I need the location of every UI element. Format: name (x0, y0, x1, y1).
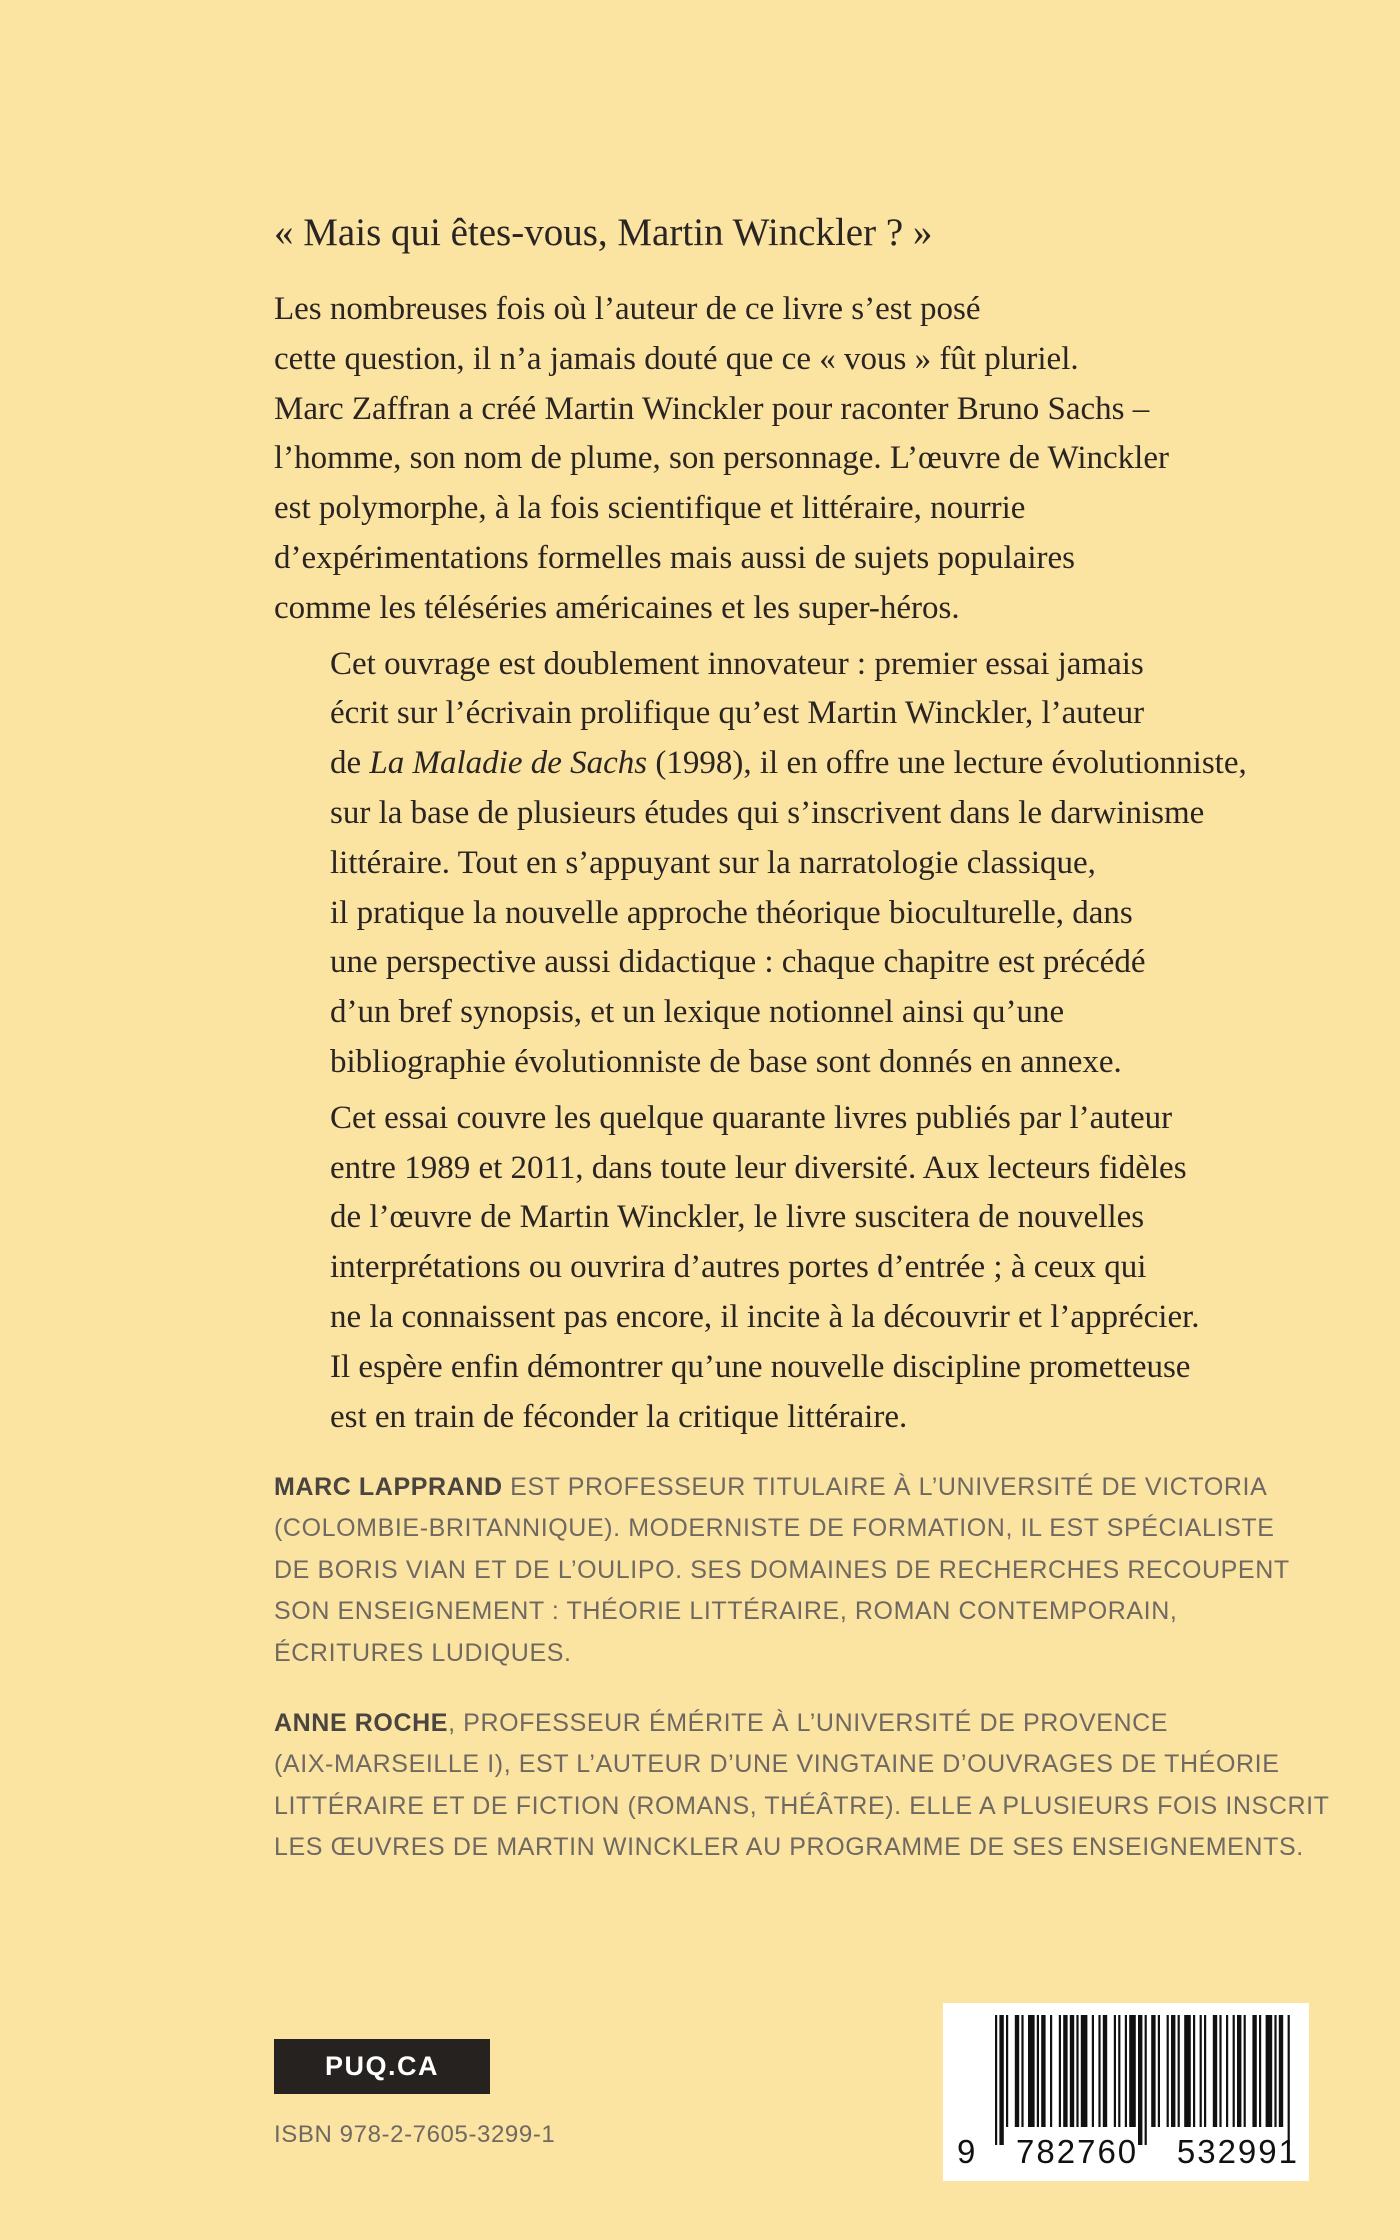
barcode-bar (1006, 2015, 1008, 2127)
barcode-bar (1184, 2015, 1191, 2127)
barcode-bar (1114, 2015, 1116, 2127)
text-line: Cet essai couvre les quelque quarante livres publiés par l’auteur (330, 1099, 1173, 1136)
barcode-bar (1129, 2015, 1136, 2127)
bio-first-line (274, 1703, 1274, 1744)
author-bio-marc-lapprand (274, 1467, 1290, 1674)
cover-title: « Mais qui êtes-vous, Martin Winckler ? » (274, 211, 933, 254)
bio-line: LITTÉRAIRE ET DE FICTION (ROMANS, THÉÂTRE). ELLE A PLUSIEURS FOIS INSCRIT (274, 1791, 1330, 1820)
text-line: il pratique la nouvelle approche théorique bioculturelle, dans (330, 894, 1133, 931)
barcode (943, 2003, 1309, 2181)
barcode-bar (1233, 2015, 1235, 2127)
barcode-bar (1118, 2015, 1120, 2127)
text-line: écrit sur l’écrivain prolifique qu’est Martin Winckler, l’auteur (330, 695, 1145, 732)
barcode-digit-group: 532991 (1176, 2133, 1299, 2170)
text-line: ne la connaissent pas encore, il incite à la découvrir et l’apprécier. (330, 1298, 1200, 1335)
author-bio-anne-roche (274, 1703, 1330, 1869)
barcode-bar (1076, 2015, 1078, 2127)
text-line: d’expérimentations formelles mais aussi de sujets populaires (274, 539, 1075, 576)
barcode-bar (1151, 2015, 1155, 2127)
text-line: Il espère enfin démontrer qu’une nouvelle discipline prometteuse (330, 1348, 1191, 1385)
barcode-bar (1103, 2015, 1107, 2127)
blurb-text (274, 285, 1274, 1448)
bio-first-line (274, 1467, 1274, 1508)
barcode-bar (1059, 2015, 1061, 2127)
barcode-bar (1021, 2015, 1023, 2127)
barcode-bar (1252, 2015, 1256, 2127)
barcode-bar (1081, 2015, 1088, 2127)
barcode-bar (1037, 2015, 1039, 2127)
barcode-bar (1015, 2015, 1019, 2127)
barcode-bar (1178, 2015, 1180, 2127)
text-line: l’homme, son nom de plume, son personnage. L’œuvre de Winckler (274, 440, 1169, 477)
barcode-bar (1219, 2015, 1221, 2127)
barcode-bar (999, 2015, 1003, 2145)
bio-line: (AIX-MARSEILLE I), EST L’AUTEUR D’UNE VINGTAINE D’OUVRAGES DE THÉORIE (274, 1750, 1280, 1779)
bio-line: SON ENSEIGNEMENT : THÉORIE LITTÉRAIRE, ROMAN CONTEMPORAIN, (274, 1597, 1178, 1626)
author-name: ANNE ROCHE (274, 1709, 449, 1737)
text-line: Marc Zaffran a créé Martin Winckler pour raconter Bruno Sachs – (274, 390, 1150, 427)
text-line: est en train de féconder la critique littéraire. (330, 1398, 908, 1435)
text-line: d’un bref synopsis, et un lexique notionnel ainsi qu’une (330, 994, 1065, 1031)
barcode-bar (1028, 2015, 1035, 2127)
barcode-bar (1237, 2015, 1241, 2127)
barcode-bar (1226, 2015, 1228, 2127)
barcode-bar (1259, 2015, 1261, 2127)
blurb-paragraph-1 (274, 285, 1274, 634)
publisher-label: PUQ.CA (274, 2039, 490, 2094)
bio-line: LES ŒUVRES DE MARTIN WINCKLER AU PROGRAMME DE SES ENSEIGNEMENTS. (274, 1833, 1304, 1862)
bio-line-rest: EST PROFESSEUR TITULAIRE À L’UNIVERSITÉ DE VICTORIA (502, 1473, 1268, 1501)
barcode-digit-group: 9 (957, 2133, 978, 2170)
barcode-bar (995, 2015, 997, 2145)
book-title-italic: La Maladie de Sachs (369, 745, 648, 782)
barcode-bar (1138, 2015, 1142, 2145)
barcode-bar (1213, 2015, 1217, 2127)
text-line: bibliographie évolutionniste de base sont donnés en annexe. (330, 1043, 1122, 1080)
author-name: MARC LAPPRAND (274, 1473, 503, 1501)
text-line: Les nombreuses fois où l’auteur de ce livre s’est posé (274, 291, 981, 327)
barcode-bar (1266, 2015, 1273, 2127)
text-line: est polymorphe, à la fois scientifique et littéraire, nourrie (274, 490, 1026, 527)
isbn-text: ISBN 978-2-7605-3299-1 (274, 2121, 556, 2148)
blurb-paragraph-2 (274, 640, 1274, 1088)
barcode-bar (1204, 2015, 1206, 2127)
barcode-bar (1125, 2015, 1127, 2127)
text-line: Cet ouvrage est doublement innovateur : premier essai jamais (330, 645, 1144, 682)
barcode-bar (1063, 2015, 1067, 2127)
barcode-bar (1158, 2015, 1160, 2127)
bio-line-rest: , PROFESSEUR ÉMÉRITE À L’UNIVERSITÉ DE PROVENCE (448, 1709, 1169, 1737)
text-line: de La Maladie de Sachs (1998), il en offre une lecture évolutionniste, (330, 745, 1247, 782)
barcode-bar (1167, 2015, 1169, 2127)
barcode-bar (1171, 2015, 1175, 2127)
bio-line: ÉCRITURES LUDIQUES. (274, 1638, 572, 1667)
barcode-digits (957, 2133, 1299, 2171)
barcode-bar (1145, 2015, 1147, 2145)
blurb-paragraph-3 (274, 1094, 1274, 1443)
barcode-bar (1098, 2015, 1100, 2127)
text-line: de l’œuvre de Martin Winckler, le livre suscitera de nouvelles (330, 1199, 1145, 1236)
barcode-bar (1070, 2015, 1074, 2127)
barcode-bar (1274, 2015, 1276, 2127)
text-line: entre 1989 et 2011, dans toute leur diversité. Aux lecteurs fidèles (330, 1149, 1187, 1186)
barcode-bar (1041, 2015, 1045, 2127)
barcode-bar (1200, 2015, 1202, 2127)
barcode-bar (1288, 2015, 1290, 2145)
text-line: interprétations ou ouvrira d’autres portes d’entrée ; à ceux qui (330, 1249, 1147, 1286)
barcode-bar (1279, 2015, 1283, 2127)
bio-line: DE BORIS VIAN ET DE L’OULIPO. SES DOMAINES DE RECHERCHES RECOUPENT (274, 1555, 1290, 1584)
text-line: une perspective aussi didactique : chaque chapitre est précédé (330, 944, 1146, 981)
barcode-bar (1092, 2015, 1094, 2127)
text-line: sur la base de plusieurs études qui s’inscrivent dans le darwinisme (330, 794, 1205, 831)
bio-line: (COLOMBIE-BRITANNIQUE). MODERNISTE DE FORMATION, IL EST SPÉCIALISTE (274, 1514, 1275, 1543)
barcode-bar (1193, 2015, 1195, 2127)
barcode-bar (1050, 2015, 1052, 2127)
text-line: littéraire. Tout en s’appuyant sur la narratologie classique, (330, 844, 1096, 881)
text-line: comme les téléséries américaines et les super-héros. (274, 589, 960, 626)
barcode-bar (1244, 2015, 1246, 2127)
text-line: cette question, il n’a jamais douté que ce « vous » fût pluriel. (274, 340, 1079, 377)
barcode-digit-group: 782760 (1016, 2133, 1139, 2170)
